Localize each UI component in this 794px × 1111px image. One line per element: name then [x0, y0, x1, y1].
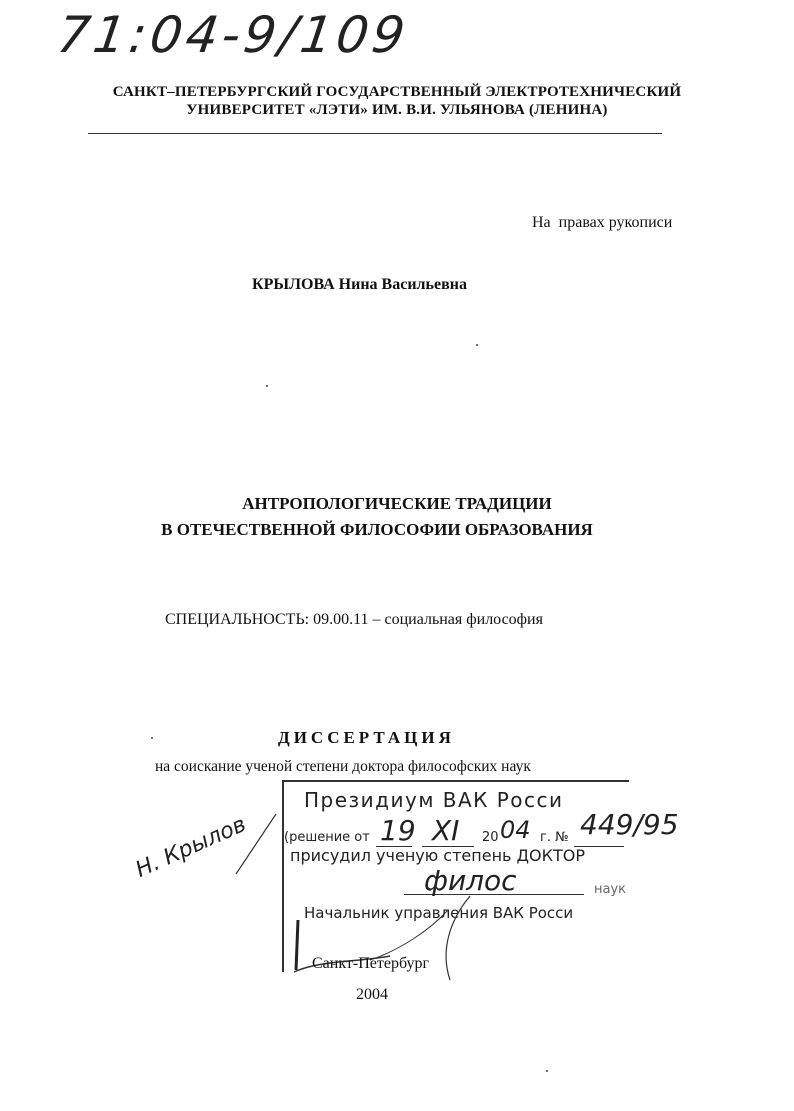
- stamp-decision-day: 19: [380, 814, 416, 847]
- doc-type: ДИССЕРТАЦИЯ: [278, 728, 455, 747]
- stamp-decision-number: 449/95: [580, 808, 679, 841]
- stamp-decision-label: (решение от: [284, 830, 370, 845]
- stamp-year-prefix: 20: [482, 830, 499, 845]
- stamp-field-handwritten: филос: [424, 864, 517, 897]
- page-speck: [151, 737, 153, 739]
- margin-stroke: [230, 810, 280, 880]
- manuscript-rights: На правах рукописи: [532, 214, 673, 231]
- header-divider: [88, 133, 662, 134]
- stamp-decision-year: 04: [500, 816, 531, 844]
- year: 2004: [356, 986, 388, 1003]
- stamp-org: Президиум ВАК Росси: [304, 788, 564, 812]
- stamp-chief: Начальник управления ВАК Росси: [304, 904, 574, 922]
- degree-line: на соискание ученой степени доктора философских наук: [155, 758, 531, 775]
- specialty: СПЕЦИАЛЬНОСТЬ: 09.00.11 – социальная философия: [165, 611, 543, 628]
- author-name: КРЫЛОВА Нина Васильевна: [252, 276, 467, 293]
- registration-number: 71:04-9/109: [53, 6, 413, 64]
- stamp-field-suffix: наук: [594, 882, 627, 897]
- signature-scribble: [280, 890, 480, 990]
- margin-note: Н. Крылов: [132, 812, 250, 883]
- stamp-decision-month: XI: [432, 814, 460, 847]
- title-line-2: В ОТЕЧЕСТВЕННОЙ ФИЛОСОФИИ ОБРАЗОВАНИЯ: [161, 520, 593, 539]
- title-line-1: АНТРОПОЛОГИЧЕСКИЕ ТРАДИЦИИ: [242, 494, 552, 513]
- stamp-year-suffix: г. №: [540, 830, 569, 845]
- city: Санкт-Петербург: [312, 955, 430, 972]
- page-speck: [476, 344, 478, 346]
- header-line-1: САНКТ–ПЕТЕРБУРГСКИЙ ГОСУДАРСТВЕННЫЙ ЭЛЕКТРОТЕХНИЧЕСКИЙ: [112, 84, 682, 100]
- header-line-2: УНИВЕРСИТЕТ «ЛЭТИ» ИМ. В.И. УЛЬЯНОВА (ЛЕНИНА): [186, 102, 608, 118]
- page-speck: [546, 1070, 548, 1072]
- page-speck: [266, 385, 268, 387]
- stamp-awarded: присудил ученую степень ДОКТОР: [290, 846, 586, 865]
